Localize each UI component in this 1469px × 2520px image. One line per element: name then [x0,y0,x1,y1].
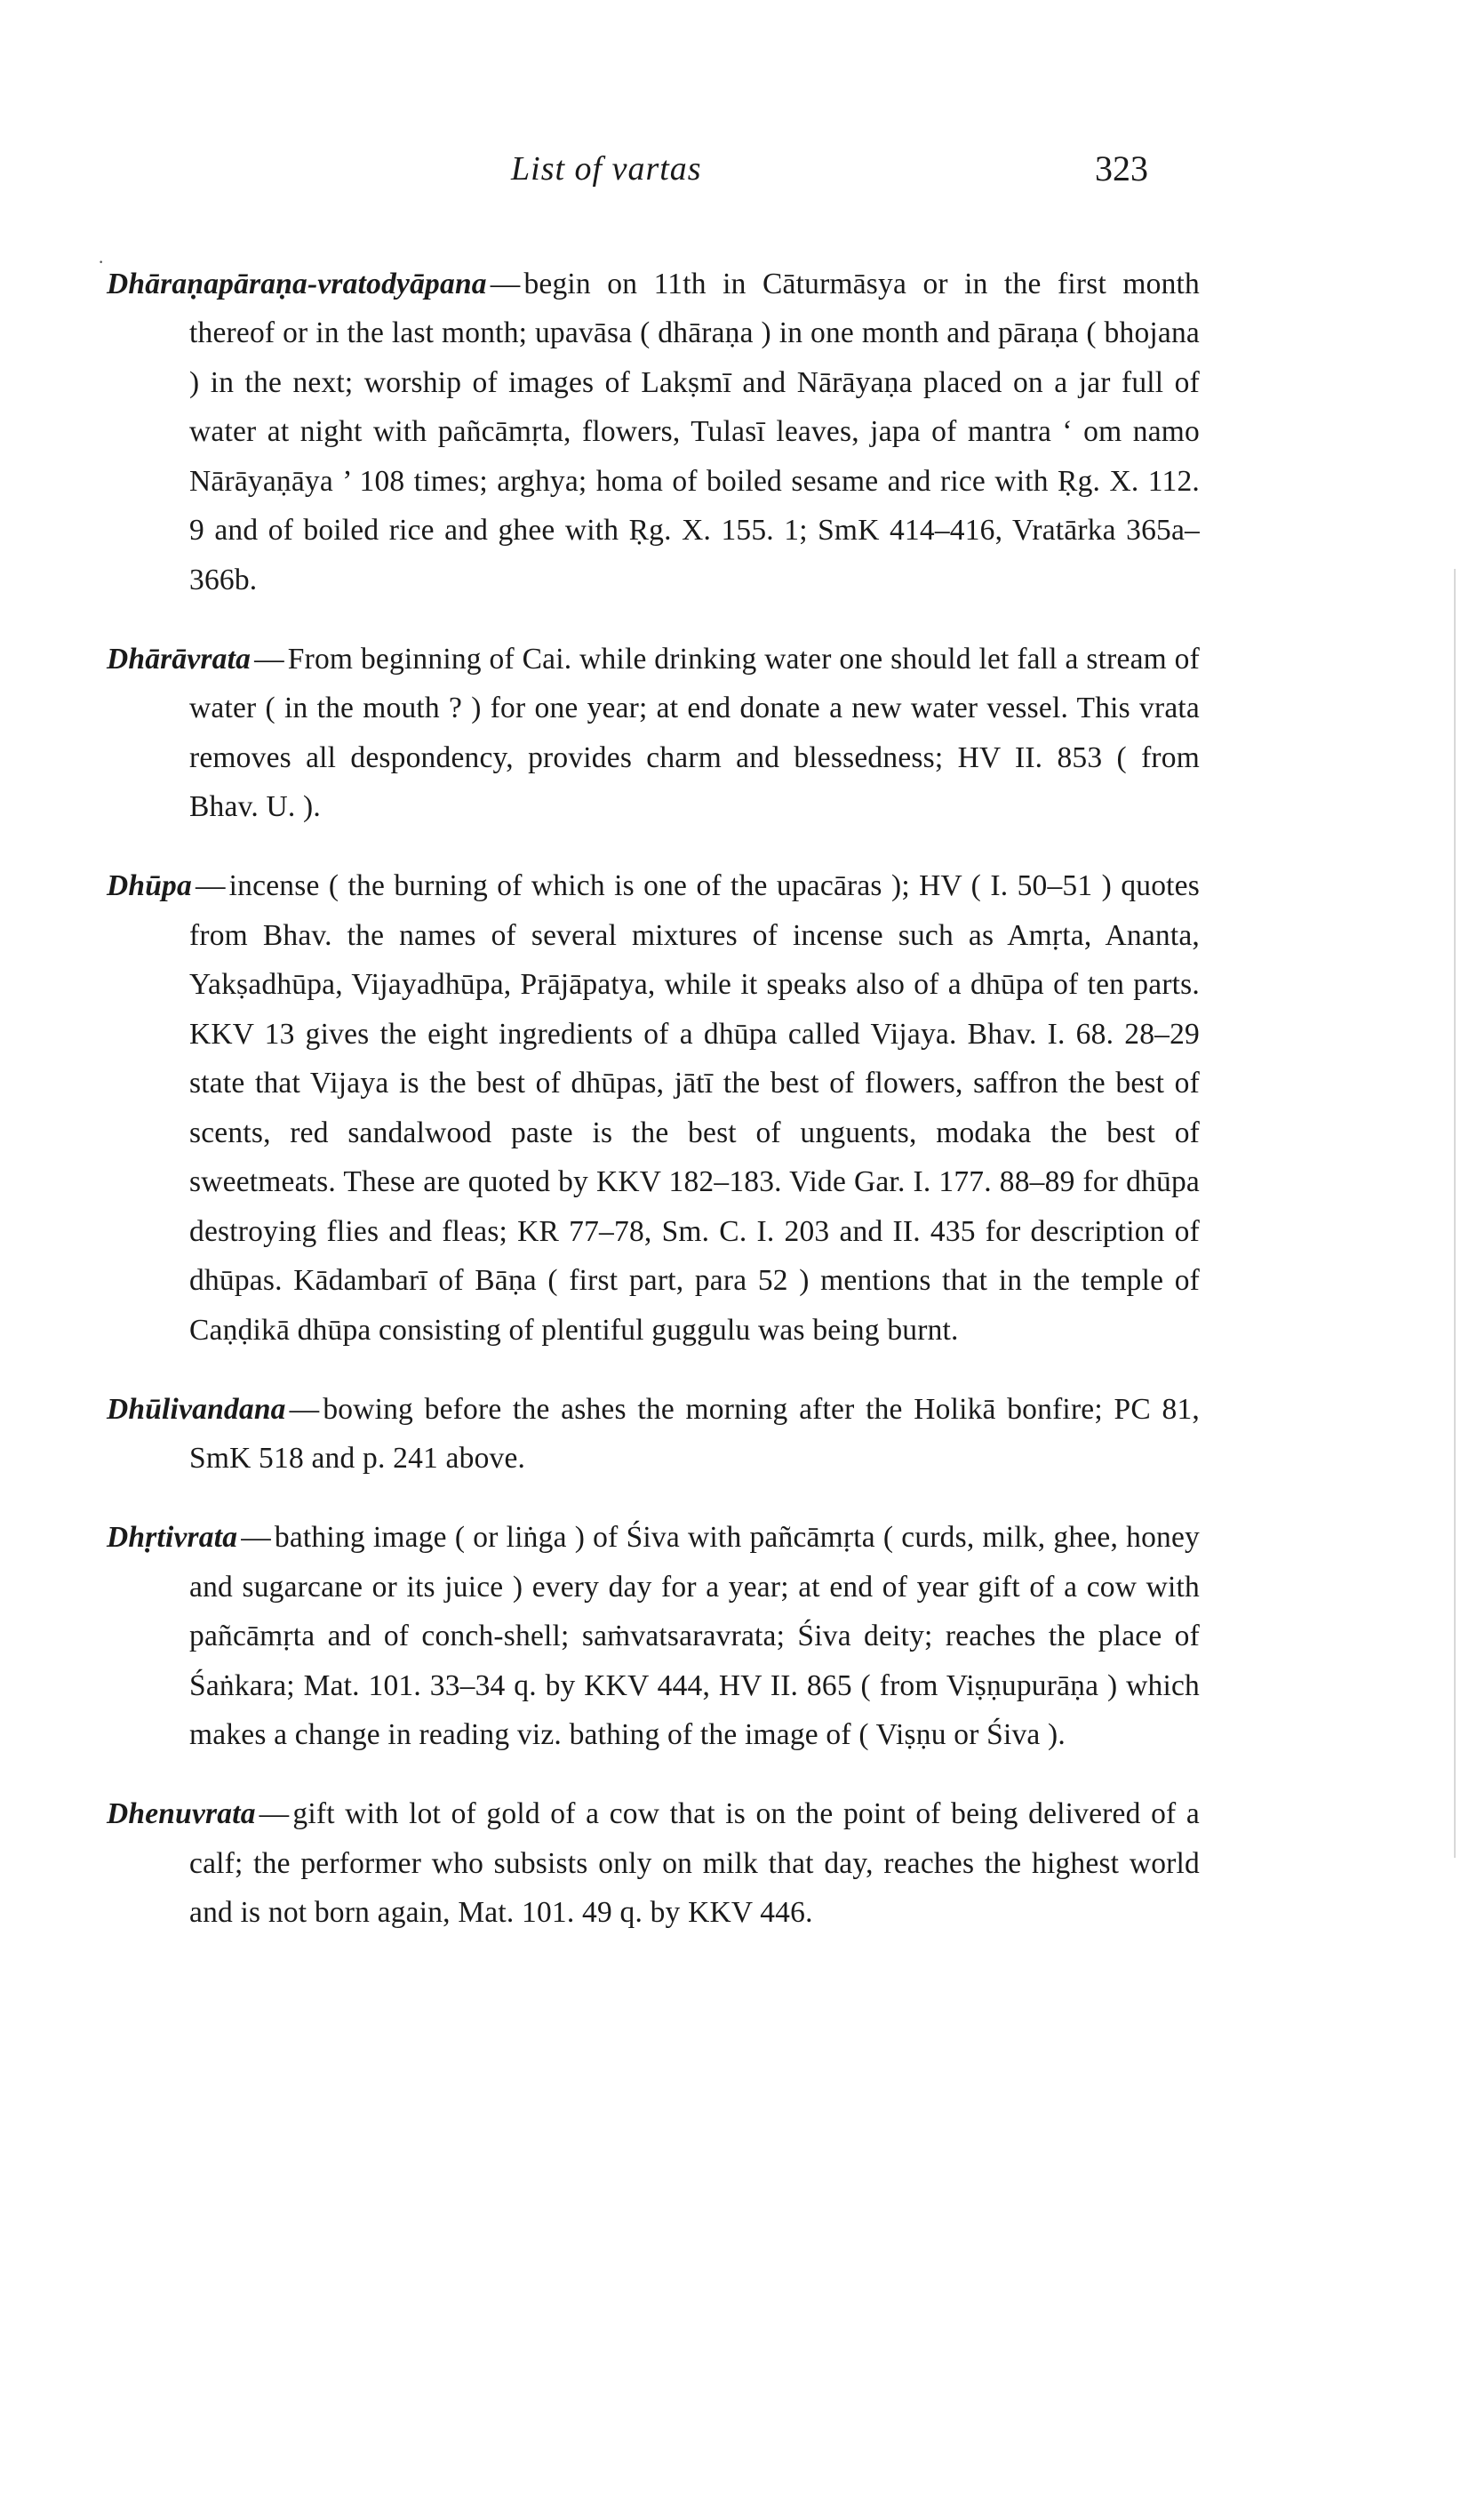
entry-dash: — [259,1797,290,1830]
entry-dharavrata [107,635,1200,832]
entry-term: Dhūpa [107,869,192,902]
entry-dash: — [254,642,284,676]
entry-term: Dhūlivandana [107,1392,286,1426]
entry-text: bowing before the ashes the morning after the Holikā bonfire; PC 81, SmK 518 and p. 241 above. [189,1392,1200,1475]
entry-term: Dhāraṇapāraṇa-vratodyāpana [107,267,487,300]
entry-dhrtivrata [107,1513,1200,1760]
entry-term: Dhārāvrata [107,642,251,676]
entry-list [107,229,1200,1957]
entry-dhenuvrata [107,1789,1200,1938]
entry-text: bathing image ( or liṅga ) of Śiva with pañcāmṛta ( curds, milk, ghee, honey and sugarcane or its juice ) every day for a year; at end of year gift of a cow with pañcāmṛta and of conch-shell; saṁvatsaravrata; Śiva deity; reaches the place of Śaṅkara; Mat. 101. 33–34 q. by KKV 444, HV II. 865 ( from Viṣṇupurāṇa ) which makes a change in reading viz. bathing of the image of ( Viṣṇu or Śiva ). [189,1521,1200,1751]
running-head: List of vartas [511,150,702,188]
entry-dash: — [195,869,226,902]
entry-dash: — [241,1521,271,1554]
entry-text: From beginning of Cai. while drinking water one should let fall a stream of water ( in the mouth ? ) for one year; at end donate a new water vessel. This vrata removes all despondency, provides charm and blessedness; HV II. 853 ( from Bhav. U. ). [189,642,1200,823]
entry-dharanaparana-vratodyapana [107,260,1200,605]
entry-dash: — [490,267,521,300]
entry-dhupa [107,861,1200,1355]
scan-edge-line [1454,569,1456,1858]
entry-text: incense ( the burning of which is one of the upacāras ); HV ( I. 50–51 ) quotes from Bhav. the names of several mixtures of incense such as Amṛta, Ananta, Yakṣadhūpa, Vijayadhūpa, Prājāpatya, while it speaks also of a dhūpa of ten parts. KKV 13 gives the eight ingredients of a dhūpa called Vijaya. Bhav. I. 68. 28–29 state that Vijaya is the best of dhūpas, jātī the best of flowers, saffron the best of scents, red sandalwood paste is the best of unguents, modaka the best of sweetmeats. These are quoted by KKV 182–183. Vide Gar. I. 177. 88–89 for dhūpa destroying flies and fleas; KR 77–78, Sm. C. I. 203 and II. 435 for description of dhūpas. Kādambarī of Bāṇa ( first part, para 52 ) mentions that in the temple of Caṇḍikā dhūpa consisting of plentiful guggulu was being burnt. [189,869,1200,1347]
entry-dash: — [289,1392,320,1426]
page-number: 323 [1095,148,1148,188]
margin-dot: · [98,251,105,273]
entry-text: gift with lot of gold of a cow that is on the point of being delivered of a calf; the performer who subsists only on milk that day, reaches the highest world and is not born again, Mat. 101. 49 q. by KKV 446. [189,1797,1200,1929]
entry-term: Dhenuvrata [107,1797,256,1830]
entry-dhulivandana [107,1385,1200,1484]
entry-term: Dhṛtivrata [107,1521,238,1554]
entry-text: begin on 11th in Cāturmāsya or in the first month thereof or in the last month; upavāsa ( dhāraṇa ) in one month and pāraṇa ( bhojana ) in the next; worship of images of Lakṣmī and Nārāyaṇa placed on a jar full of water at night with pañcāmṛta, flowers, Tulasī leaves, japa of mantra ‘ om namo Nārāyaṇāya ’ 108 times; arghya; homa of boiled sesame and rice with Ṛg. X. 112. 9 and of boiled rice and ghee with Ṛg. X. 155. 1; SmK 414–416, Vratārka 365a–366b. [189,267,1200,596]
